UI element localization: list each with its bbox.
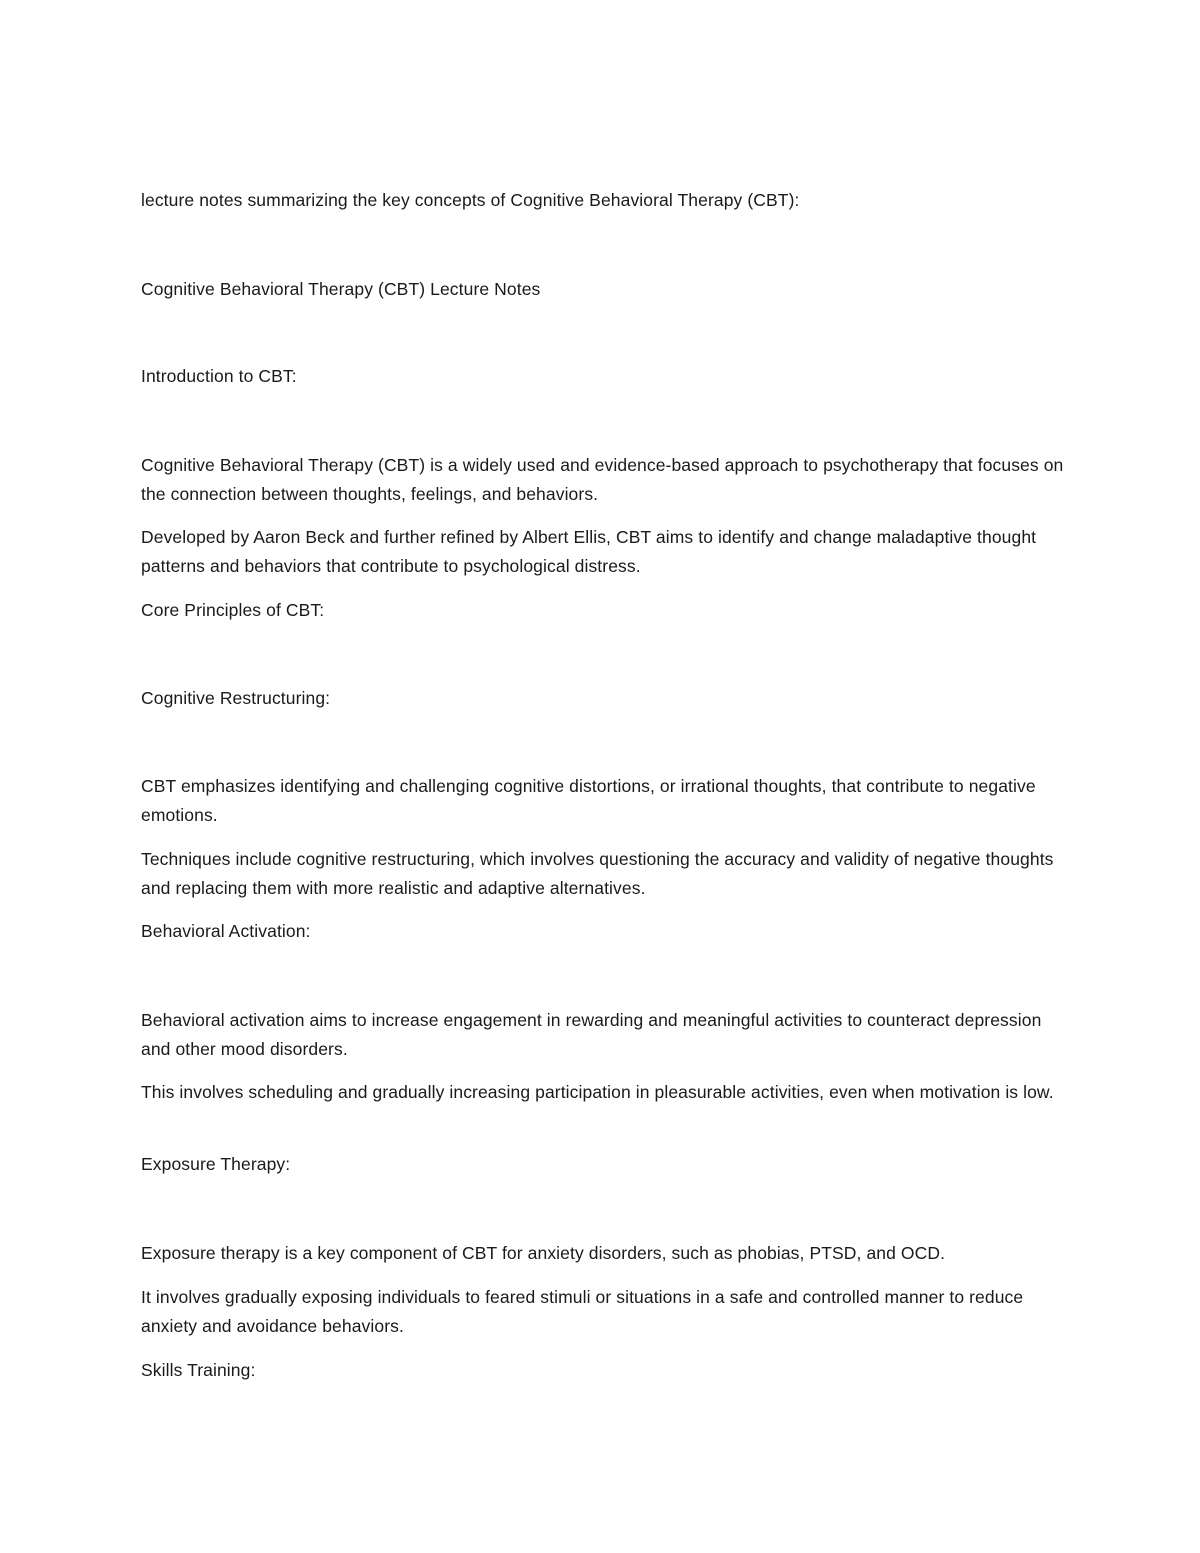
paragraph-cognitive-restructuring-1: CBT emphasizes identifying and challenging cognitive distortions, or irrational thoughts, that contribute to negative emotions.: [141, 776, 1036, 825]
paragraph-introduction-2: Developed by Aaron Beck and further refined by Albert Ellis, CBT aims to identify and change maladaptive thought patterns and behaviors that contribute to psychological distress.: [141, 527, 1037, 576]
section-heading-cognitive-restructuring: Cognitive Restructuring:: [141, 688, 331, 708]
paragraph-behavioral-activation-2: This involves scheduling and gradually increasing participation in pleasurable activities, even when motivation is low.: [141, 1082, 1054, 1102]
paragraph-exposure-therapy-1: Exposure therapy is a key component of CBT for anxiety disorders, such as phobias, PTSD, and OCD.: [141, 1243, 946, 1263]
paragraph-cognitive-restructuring-2: Techniques include cognitive restructuring, which involves questioning the accuracy and validity of negative thoughts and replacing them with more realistic and adaptive alternatives.: [141, 849, 1054, 898]
paragraph-exposure-therapy-2: It involves gradually exposing individuals to feared stimuli or situations in a safe and controlled manner to reduce anxiety and avoidance behaviors.: [141, 1287, 1024, 1336]
section-heading-introduction: Introduction to CBT:: [141, 366, 297, 386]
section-heading-core-principles: Core Principles of CBT:: [141, 600, 325, 620]
section-heading-exposure-therapy: Exposure Therapy:: [141, 1154, 291, 1174]
section-heading-skills-training: Skills Training:: [141, 1360, 256, 1380]
section-heading-behavioral-activation: Behavioral Activation:: [141, 921, 311, 941]
paragraph-behavioral-activation-1: Behavioral activation aims to increase engagement in rewarding and meaningful activities to counteract depression and other mood disorders.: [141, 1010, 1042, 1059]
document-title: Cognitive Behavioral Therapy (CBT) Lecture Notes: [141, 279, 541, 299]
intro-line: lecture notes summarizing the key concepts of Cognitive Behavioral Therapy (CBT):: [141, 190, 800, 210]
paragraph-introduction-1: Cognitive Behavioral Therapy (CBT) is a widely used and evidence-based approach to psychotherapy that focuses on the connection between thoughts, feelings, and behaviors.: [141, 455, 1064, 504]
